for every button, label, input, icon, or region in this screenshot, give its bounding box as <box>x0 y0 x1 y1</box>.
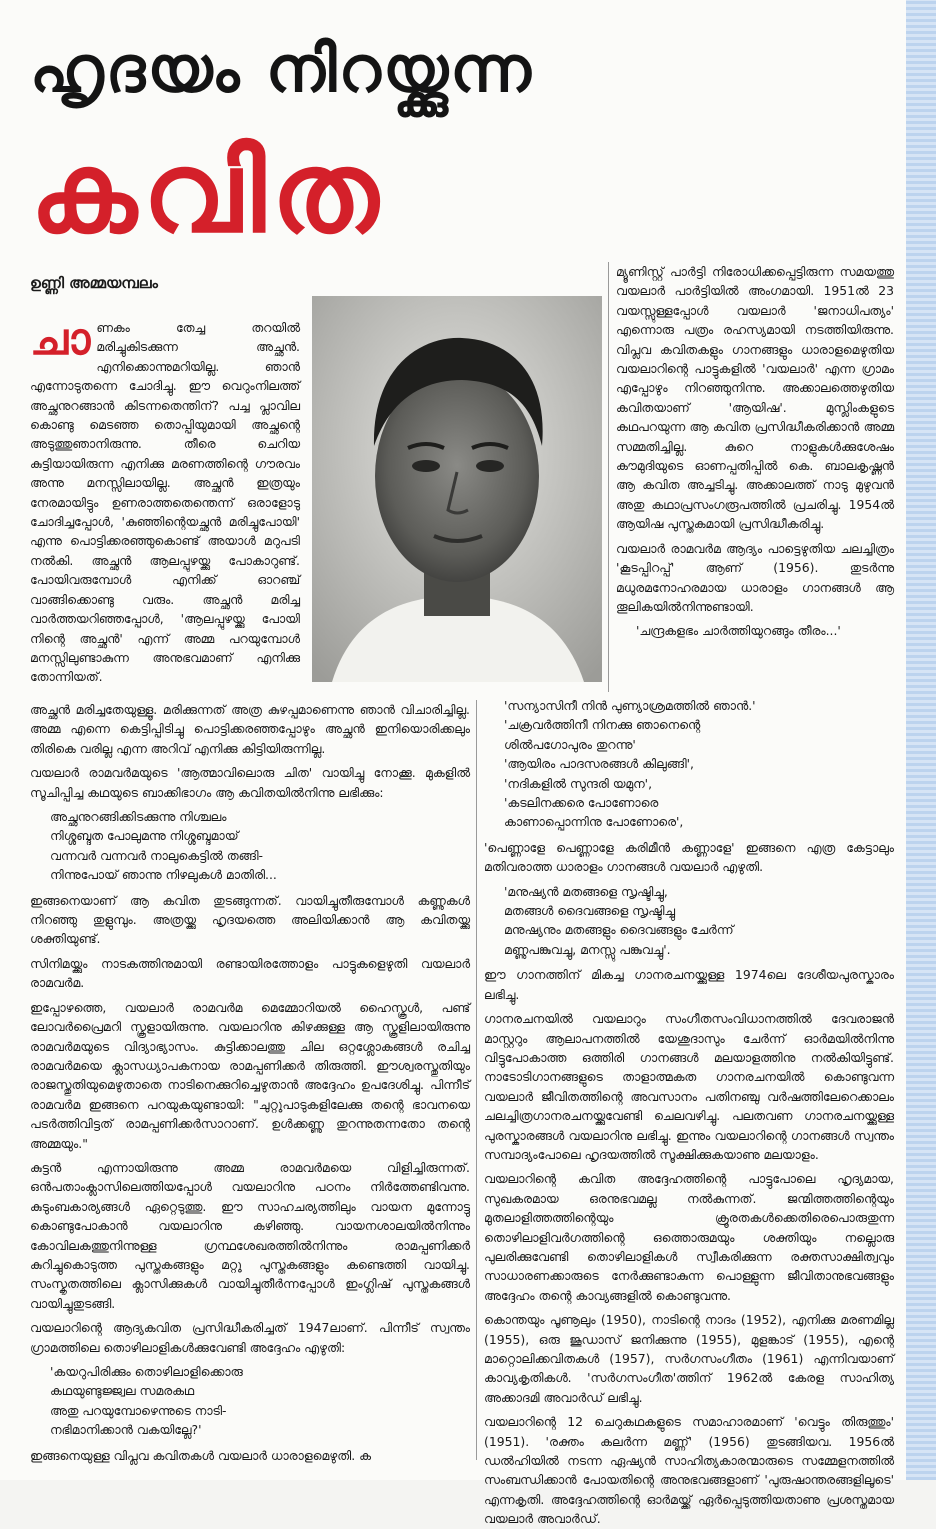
dropcap: ചാ <box>30 314 91 365</box>
left-paragraph-6: കുട്ടൻ എന്നായിരുന്നു അമ്മ രാമവർമയെ വിളിച്ചിരുന്നത്. ഒൻപതാംക്ലാസിലെത്തിയപ്പോൾ വയലാറിനു പഠനം നിർത്തേണ്ടിവന്നു. കുടുംബകാര്യങ്ങൾ ഏറ്റെടുത്തു. ഈ സാഹചര്യത്തിലും വായന മുന്നോട്ടു കൊണ്ടുപോകാൻ വയലാറിനു കഴിഞ്ഞു. വായനശാലയിൽനിന്നും കോവിലകത്തുനിന്നുള്ള ഗ്രന്ഥശേഖരത്തിൽനിന്നും രാമപ്പണിക്കർ കുറിച്ചുകൊടുത്ത പുസ്തകങ്ങളും മറ്റു പുസ്തകങ്ങളും കണ്ടെത്തി വായിച്ചു. സംസ്കൃതത്തിലെ ക്ലാസിക്കുകൾ വായിച്ചുതീർന്നപ്പോൾ ഇംഗ്ലിഷ് പുസ്തകങ്ങൾ വായിച്ചുതുടങ്ങി. <box>30 1159 470 1311</box>
intro-text: ണകം തേച്ച തറയിൽ മരിച്ചുകിടക്കുന്ന അച്ഛൻ. എനിക്കൊന്നുമറിയില്ല. ഞാൻ എന്നോടുതന്നെ ചോദിച്ചു. ഈ വെറുംനിലത്ത് അച്ഛനുറങ്ങാൻ കിടന്നതെന്തിന്? പച്ച പ്ലാവില കൊണ്ടു മെടഞ്ഞ തൊപ്പിയുമായി അച്ഛന്റെ അടുത്തുഞാനിരുന്നു. തീരെ ചെറിയ കുട്ടിയായിരുന്ന എനിക്കു മരണത്തിന്റെ ഗൗരവം അന്നു മനസ്സിലായില്ല. അച്ഛൻ ഇത്രയും നേരമായിട്ടും ഉണരാത്തതെന്തെന്ന് ഒരാളോടു ചോദിച്ചപ്പോൾ, 'കുഞ്ഞിന്റെയച്ഛൻ മരിച്ചുപോയി' എന്നു പൊട്ടിക്കരഞ്ഞുകൊണ്ട് അയാൾ മറുപടി നൽകി. അച്ഛൻ ആലപ്പുഴയ്ക്കു പോകാറുണ്ട്. പോയിവരുമ്പോൾ എനിക്ക് ഓറഞ്ച് വാങ്ങിക്കൊണ്ടു വരും. അച്ഛൻ മരിച്ച വാർത്തയറിഞ്ഞപ്പോൾ, 'ആലപ്പുഴയ്ക്കു പോയി നിന്റെ അച്ഛൻ' എന്ന് അമ്മ പറയുമ്പോൾ മനസ്സിലുണ്ടാകുന്ന അനുഭവമാണ് എനിക്കു തോന്നിയത്. <box>30 320 300 685</box>
left-paragraph-4: സിനിമയ്ക്കും നാടകത്തിനുമായി രണ്ടായിരത്തോളം പാട്ടുകളെഴുതി വയലാർ രാമവർമ. <box>30 955 470 991</box>
portrait-photo <box>312 296 602 682</box>
left-paragraph-5: ഇപ്പോഴത്തെ, വയലാർ രാമവർമ മെമ്മോറിയൽ ഹൈസ്കൂൾ, പണ്ട് ലോവർപ്രൈമറി സ്കൂളായിരുന്നു. വയലാറിനു കിഴക്കുള്ള ആ സ്കൂളിലായിരുന്നു രാമവർമയുടെ വിദ്യാഭ്യാസം. കുട്ടിക്കാലത്തു ചില ഒറ്റശ്ലോകങ്ങൾ രചിച്ച രാമവർമയെ ക്ലാസധ്യാപകനായ രാമപ്പണിക്കർ തിരുത്തി. ഈശ്വരസ്തുതിയും രാജസ്തുതിയുമെഴുതാതെ നാടിനെക്കുറിച്ചെഴുതാൻ അദ്ദേഹം ഉപദേശിച്ചു. പിന്നീട് രാമവർമ ഇങ്ങനെ പറയുകയുണ്ടായി: "ചുറ്റുപാടുകളിലേക്കു തന്റെ ഭാവനയെ പടർത്തിവിട്ടത് രാമപ്പണിക്കർസാറാണ്. ഉൾക്കണ്ണു തുറന്നുതന്നതോ തന്റെ അമ്മയും." <box>30 999 470 1151</box>
column-divider <box>476 700 477 1460</box>
column-1-intro <box>30 314 300 688</box>
song-quotes: 'സന്യാസിനീ നിൻ പുണ്യാശ്രമത്തിൽ ഞാൻ.' 'ചക്രവർത്തിനീ നിനക്കു ഞാനെന്റെ ശിൽപഗോപുരം തുറന്നു' 'ആയിരം പാദസരങ്ങൾ കിലുങ്ങി', 'നദികളിൽ സുന്ദരി യമുന', 'കടലിനക്കരെ പോണോരെ കാണാപ്പൊന്നിനു പോണോരെ', <box>504 698 756 830</box>
page-edge-strip <box>906 0 936 1480</box>
poem-manushyan: 'മനുഷ്യൻ മതങ്ങളെ സൃഷ്ടിച്ചു, മതങ്ങൾ ദൈവങ്ങളെ സൃഷ്ടിച്ചു മനുഷ്യനും മതങ്ങളും ദൈവങ്ങളും ചേർന്ന് മണ്ണുപങ്കുവച്ചു, മനസ്സു പങ്കുവച്ചു'. <box>504 883 734 957</box>
right-paragraph-4: വയലാറിന്റെ കവിത അദ്ദേഹത്തിന്റെ പാട്ടുപോലെ ഹൃദ്യമായ, സുഖകരമായ ഒരനുഭവമല്ല നൽകുന്നത്. ജന്മിത്തത്തിന്റെയും മുതലാളിത്തത്തിന്റെയും ക്രൂരതകൾക്കെതിരെപൊരുതുന്ന തൊഴിലാളിവർഗത്തിന്റെ ഒത്തൊരുമയും ശക്തിയും നല്ലൊരു പുലരിക്കുവേണ്ടി തൊഴിലാളികൾ സ്വീകരിക്കുന്ന രക്തസാക്ഷിത്വവും സാധാരണക്കാരുടെ നേർക്കുണ്ടാകുന്ന പൊള്ളുന്ന ജീവിതാനുഭവങ്ങളും അദ്ദേഹം തന്റെ കാവ്യങ്ങളിൽ കൊണ്ടുവന്നു. <box>484 1171 894 1303</box>
right-paragraph-3: ഗാനരചനയിൽ വയലാറും സംഗീതസംവിധാനത്തിൽ ദേവരാജൻ മാസ്റ്ററും ആലാപനത്തിൽ യേശുദാസും ചേർന്ന് ഓർമയിൽനിന്നു വിട്ടുപോകാത്ത ഒത്തിരി ഗാനങ്ങൾ മലയാളത്തിനു നൽകിയിട്ടുണ്ട്. നാടോടിഗാനങ്ങളുടെ താളാത്മകത ഗാനരചനയിൽ കൊണ്ടുവന്ന വയലാർ ജീവിതത്തിന്റെ അവസാനം പതിനഞ്ചു വർഷത്തിലേറെക്കാലം ചലച്ചിത്രഗാനരചനയ്ക്കുവേണ്ടി ചെലവഴിച്ചു. പലതവണ ഗാനരചനയ്ക്കുള്ള പുരസ്കാരങ്ങൾ വയലാറിനു ലഭിച്ചു. ഇന്നും വയലാറിന്റെ ഗാനങ്ങൾ സ്വന്തം സമ്പാദ്യംപോലെ ഹൃദയത്തിൽ സൂക്ഷിക്കുകയാണു മലയാളം. <box>484 1011 894 1162</box>
poem-athmavil: അച്ഛനുറങ്ങിക്കിടക്കുന്നു നിശ്ചലം നിശ്ശബ്ദത പോലുമന്നു നിശ്ശബ്ദമായ് വന്നവർ വന്നവർ നാലുകെട്ടിൽ തങ്ങി- നിന്നുപോയ് ഞാന്നു നിഴലുകൾ മാതിരി... <box>50 809 277 883</box>
column-divider-top <box>608 262 609 692</box>
right-paragraph-6: വയലാറിന്റെ 12 ചെറുകഥകളുടെ സമാഹാരമാണ് 'വെട്ടും തിരുത്തും' (1951). 'രക്തം കലർന്ന മണ്ണ്' (1956) തുടങ്ങിയവ. 1956ൽ ഡൽഹിയിൽ നടന്ന ഏഷ്യൻ സാഹിത്യകാരന്മാരുടെ സമ്മേളനത്തിൽ സംബന്ധിക്കാൻ പോയതിന്റെ അനുഭവങ്ങളാണ് 'പുരുഷാന്തരങ്ങളിലൂടെ' എന്നകൃതി. അദ്ദേഹത്തിന്റെ ഓർമയ്ക്ക് ഏർപ്പെടുത്തിയതാണു പ്രശസ്തമായ വയലാർ അവാർഡ്. <box>484 1414 894 1527</box>
left-paragraph-2: വയലാർ രാമവർമയുടെ 'ആത്മാവിലൊരു ചിത' വായിച്ചു നോക്കൂ. മുകളിൽ സൂചിപ്പിച്ച കഥയുടെ ബാക്കിഭാഗം ആ കവിതയിൽനിന്നു ലഭിക്കും: <box>30 765 470 800</box>
col3-paragraph-1: മ്യൂണിസ്റ്റ് പാർട്ടി നിരോധിക്കപ്പെട്ടിരുന്ന സമയത്തു വയലാർ പാർട്ടിയിൽ അംഗമായി. 1951ൽ 23 വയസ്സുള്ളപ്പോൾ വയലാർ 'ജനാധിപത്യം' എന്നൊരു പത്രം രഹസ്യമായി നടത്തിയിരുന്നു. വിപ്ലവ കവിതകളും ഗാനങ്ങളും ധാരാളമെഴുതിയ വയലാറിന്റെ പാട്ടുകളിൽ 'വയലാർ' എന്ന ഗ്രാമം എപ്പോഴും നിറഞ്ഞുനിന്നു. അക്കാലത്തെഴുതിയ കവിതയാണ് 'ആയിഷ'. മുസ്ലിംകളുടെ കഥപറയുന്ന ആ കവിത പ്രസിദ്ധീകരിക്കാൻ അമ്മ സമ്മതിച്ചില്ല. കുറെ നാളുകൾക്കുശേഷം കൗമുദിയുടെ ഓണപ്പതിപ്പിൽ കെ. ബാലകൃഷ്ണൻ ആ കവിത അച്ചടിച്ചു. അക്കാലത്ത് നാടു മുഴുവൻ അതു കഥാപ്രസംഗരൂപത്തിൽ പ്രചരിച്ചു. 1954ൽ ആയിഷ പുസ്തകമായി പ്രസിദ്ധീകരിച്ചു. <box>616 264 894 532</box>
column-right-lower <box>484 696 894 1527</box>
headline-line-2: കവിത <box>30 128 385 258</box>
left-paragraph-3: ഇങ്ങനെയാണ് ആ കവിത തുടങ്ങുന്നത്. വായിച്ചുതീരുമ്പോൾ കണ്ണുകൾ നിറഞ്ഞു തുളുമ്പും. അത്രയ്ക്കു ഹൃദയത്തെ അലിയിക്കാൻ ആ കവിതയ്ക്കു ശക്തിയുണ്ട്. <box>30 892 470 947</box>
right-paragraph-2: ഈ ഗാനത്തിന് മികച്ച ഗാനരചനയ്ക്കുള്ള 1974ലെ ദേശീയപുരസ്കാരം ലഭിച്ചു. <box>484 967 894 1002</box>
col3-paragraph-2: വയലാർ രാമവർമ ആദ്യം പാട്ടെഴുതിയ ചലച്ചിത്രം 'കൂടപ്പിറപ്പ്' ആണ് (1956). തുടർന്നു മധുരമനോഹരമായ ധാരാളം ഗാനങ്ങൾ ആ തൂലികയിൽനിന്നുണ്ടായി. <box>616 540 894 614</box>
column-3-top <box>616 262 894 692</box>
left-paragraph-7: വയലാറിന്റെ ആദ്യകവിത പ്രസിദ്ധീകരിച്ചത് 1947ലാണ്. പിന്നീട് സ്വന്തം ഗ്രാമത്തിലെ തൊഴിലാളികൾക്കുവേണ്ടി അദ്ദേഹം എഴുതി: <box>30 1320 470 1355</box>
poem-kayar: 'കയറുപിരിക്കും തൊഴിലാളിക്കൊരു കഥയുണ്ടുജ്ജ്വല സമരകഥ അതു പറയുമ്പോഴെന്നുടെ നാടി- നഭിമാനിക്കാൻ വകയില്ലേ?' <box>50 1364 243 1438</box>
song-quote-1: 'ചന്ദ്രകളഭം ചാർത്തിയുറങ്ങും തീരം...' <box>636 623 841 639</box>
left-paragraph-1: അച്ഛൻ മരിച്ചതേയുള്ളൂ. മരിക്കുന്നത് അത്ര കുഴപ്പമാണെന്നു ഞാൻ വിചാരിച്ചില്ല. അമ്മ എന്നെ കെട്ടിപ്പിടിച്ചു പൊട്ടിക്കരഞ്ഞപ്പോഴും അച്ഛൻ ഇനിയൊരിക്കലും തിരികെ വരില്ല എന്ന അറിവ് എനിക്കു കിട്ടിയിരുന്നില്ല. <box>30 702 470 756</box>
left-paragraph-8: ഇങ്ങനെയുള്ള വിപ്ലവ കവിതകൾ വയലാർ ധാരാളമെഴുതി. ക <box>30 1447 371 1463</box>
headline-line-1: ഹൃദയം നിറയ്ക്കുന്ന <box>30 33 533 107</box>
right-paragraph-5: കൊന്തയും പൂണൂലും (1950), നാടിന്റെ നാദം (1952), എനിക്കു മരണമില്ല (1955), ഒരു ജൂഡാസ് ജനിക്കുന്നു (1955), മുളങ്കാട് (1955), എന്റെ മാറ്റൊലിക്കവിതകൾ (1957), സർഗസംഗീതം (1961) എന്നിവയാണ് കാവ്യകൃതികൾ. 'സർഗസംഗീത'ത്തിന് 1962ൽ കേരള സാഹിത്യ അക്കാദമി അവാർഡ് ലഭിച്ചു. <box>484 1312 894 1405</box>
column-left-lower <box>30 700 470 1480</box>
right-paragraph-1: 'പെണ്ണാളേ പെണ്ണാളേ കരിമീൻ കണ്ണാളേ' ഇങ്ങനെ എത്ര കേട്ടാലും മതിവരാത്ത ധാരാളം ഗാനങ്ങൾ വയലാർ എഴുതി. <box>484 839 894 875</box>
portrait-photo-icon <box>312 296 602 682</box>
intro-paragraph <box>30 314 300 687</box>
byline: ഉണ്ണി അമ്മയമ്പലം <box>30 274 158 292</box>
